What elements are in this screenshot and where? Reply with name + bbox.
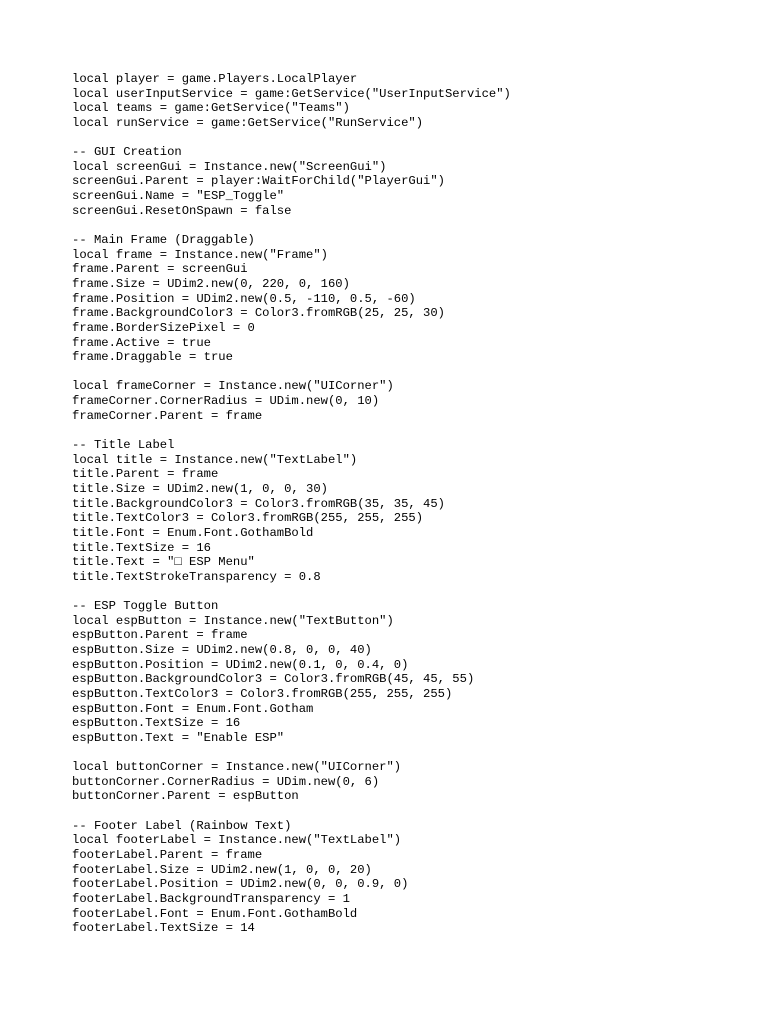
code-line: footerLabel.TextSize = 14 [72, 921, 255, 936]
code-line: local runService = game:GetService("RunService") [72, 115, 424, 130]
code-line: footerLabel.Size = UDim2.new(1, 0, 0, 20) [72, 862, 372, 877]
code-line: espButton.Size = UDim2.new(0.8, 0, 0, 40) [72, 642, 372, 657]
code-line: title.Font = Enum.Font.GothamBold [72, 525, 314, 540]
blank-line [72, 423, 732, 438]
code-line: local frame = Instance.new("Frame") [72, 247, 328, 262]
code-line: local footerLabel = Instance.new("TextLabel") [72, 833, 402, 848]
code-line: espButton.Position = UDim2.new(0.1, 0, 0.4, 0) [72, 657, 409, 672]
code-line: local espButton = Instance.new("TextButton") [72, 613, 394, 628]
code-line: title.Size = UDim2.new(1, 0, 0, 30) [72, 481, 328, 496]
code-line: -- Title Label [72, 438, 175, 453]
code-line: frame.Active = true [72, 335, 211, 350]
code-line: title.TextSize = 16 [72, 540, 211, 555]
code-line: local screenGui = Instance.new("ScreenGui") [72, 159, 387, 174]
code-line: frame.Size = UDim2.new(0, 220, 0, 160) [72, 276, 350, 291]
blank-line [72, 131, 732, 146]
code-line: espButton.TextSize = 16 [72, 716, 241, 731]
code-line: frameCorner.CornerRadius = UDim.new(0, 10) [72, 394, 380, 409]
code-line: frame.BackgroundColor3 = Color3.fromRGB(25, 25, 30) [72, 306, 445, 321]
code-line: local buttonCorner = Instance.new("UICorner") [72, 760, 402, 775]
code-line: frame.Position = UDim2.new(0.5, -110, 0.5, -60) [72, 291, 416, 306]
code-page [72, 72, 732, 936]
code-line: -- ESP Toggle Button [72, 599, 219, 614]
code-line: footerLabel.BackgroundTransparency = 1 [72, 891, 350, 906]
blank-line [72, 365, 732, 380]
code-line: screenGui.Name = "ESP_Toggle" [72, 189, 285, 204]
code-line: local frameCorner = Instance.new("UICorner") [72, 379, 394, 394]
code-line: local teams = game:GetService("Teams") [72, 101, 350, 116]
code-line: espButton.Font = Enum.Font.Gotham [72, 701, 314, 716]
code-line: frame.Parent = screenGui [72, 262, 248, 277]
code-line: espButton.BackgroundColor3 = Color3.fromRGB(45, 45, 55) [72, 672, 475, 687]
code-line: -- GUI Creation [72, 145, 182, 160]
code-line: local userInputService = game:GetService("UserInputService") [72, 86, 511, 101]
code-line: screenGui.ResetOnSpawn = false [72, 203, 292, 218]
code-line: espButton.TextColor3 = Color3.fromRGB(255, 255, 255) [72, 686, 453, 701]
code-line: title.TextStrokeTransparency = 0.8 [72, 569, 321, 584]
code-line: espButton.Parent = frame [72, 628, 248, 643]
code-line: frameCorner.Parent = frame [72, 408, 263, 423]
blank-line [72, 804, 732, 819]
code-line: espButton.Text = "Enable ESP" [72, 730, 285, 745]
code-line: buttonCorner.CornerRadius = UDim.new(0, 6) [72, 774, 380, 789]
code-line: screenGui.Parent = player:WaitForChild("PlayerGui") [72, 174, 445, 189]
code-line: local player = game.Players.LocalPlayer [72, 72, 358, 86]
code-line: local title = Instance.new("TextLabel") [72, 452, 358, 467]
code-line: title.Parent = frame [72, 467, 219, 482]
blank-line [72, 745, 732, 760]
blank-line [72, 584, 732, 599]
code-line: footerLabel.Font = Enum.Font.GothamBold [72, 906, 358, 921]
code-line: buttonCorner.Parent = espButton [72, 789, 299, 804]
code-line: frame.BorderSizePixel = 0 [72, 320, 255, 335]
code-line: footerLabel.Parent = frame [72, 847, 263, 862]
code-line: -- Main Frame (Draggable) [72, 233, 255, 248]
code-line: footerLabel.Position = UDim2.new(0, 0, 0.9, 0) [72, 877, 409, 892]
blank-line [72, 218, 732, 233]
code-line: title.BackgroundColor3 = Color3.fromRGB(35, 35, 45) [72, 496, 445, 511]
code-line: -- Footer Label (Rainbow Text) [72, 818, 292, 833]
code-line: frame.Draggable = true [72, 350, 233, 365]
code-line: title.Text = "□ ESP Menu" [72, 555, 255, 570]
code-line: title.TextColor3 = Color3.fromRGB(255, 255, 255) [72, 511, 424, 526]
